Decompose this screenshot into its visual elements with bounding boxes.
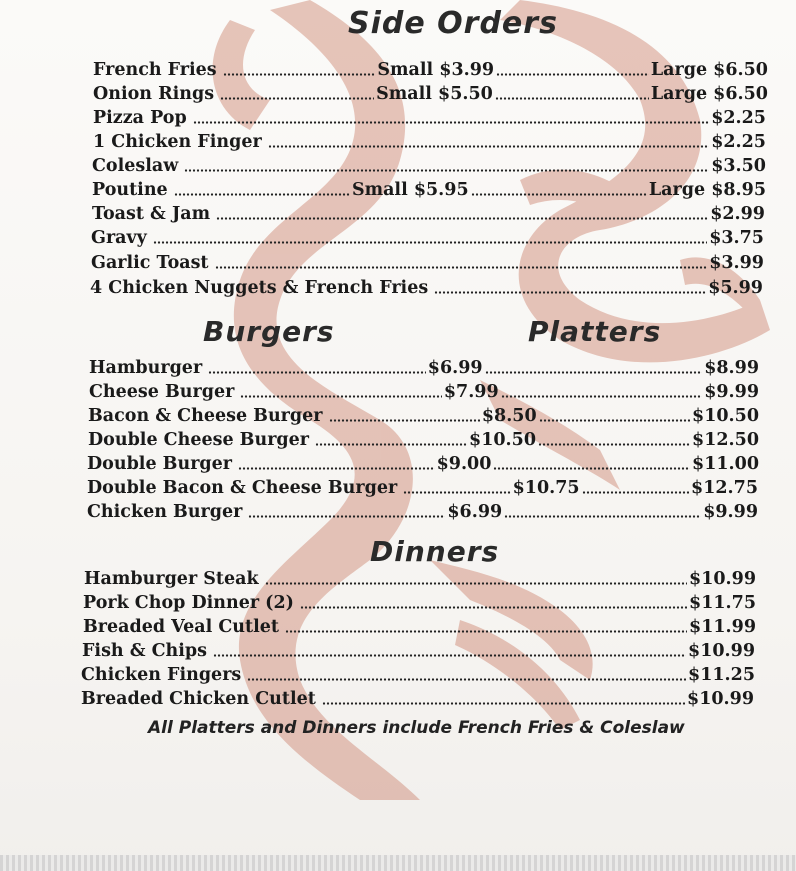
dot-leader [403, 491, 510, 494]
item-name: Bacon & Cheese Burger [88, 405, 323, 426]
item-name: 4 Chicken Nuggets & French Fries [90, 277, 429, 298]
item-price: $3.50 [711, 155, 766, 176]
dot-leader [539, 419, 690, 422]
menu-row [91, 226, 764, 249]
menu-row [81, 663, 755, 686]
dot-leader [300, 606, 687, 609]
item-price: $2.25 [711, 131, 766, 152]
menu-row [93, 82, 768, 105]
item-price: $5.99 [708, 277, 763, 298]
item-price-large: Large $8.95 [648, 179, 767, 200]
dot-leader [213, 654, 686, 657]
item-price-small: Small $5.50 [376, 83, 493, 104]
item-price: $2.25 [711, 107, 766, 128]
item-price: $11.25 [688, 664, 755, 685]
item-name: Toast & Jam [92, 203, 211, 224]
dot-leader [184, 169, 709, 172]
item-name: Chicken Fingers [81, 664, 242, 685]
item-price-small: Small $3.99 [377, 59, 495, 80]
item-price: $11.75 [689, 592, 756, 613]
item-name: 1 Chicken Finger [93, 131, 262, 152]
menu-row [87, 500, 758, 523]
item-price: $11.99 [689, 616, 756, 637]
item-name: Coleslaw [92, 155, 179, 176]
item-price: $3.75 [709, 227, 764, 248]
item-price-large: Large $6.50 [650, 59, 768, 80]
burger-price: $10.75 [512, 477, 580, 498]
burger-price: $10.50 [469, 429, 537, 450]
dot-leader [220, 97, 374, 100]
item-name: French Fries [93, 59, 217, 80]
item-price: $10.99 [687, 688, 754, 709]
menu-row [88, 428, 759, 451]
item-price-small: Small $5.95 [351, 179, 469, 200]
burger-price: $7.99 [443, 381, 499, 402]
item-name: Double Cheese Burger [88, 429, 310, 450]
menu-row [82, 639, 755, 662]
platters-heading: Platters [528, 315, 662, 348]
item-name: Pork Chop Dinner (2) [83, 592, 294, 613]
dot-leader [496, 73, 649, 76]
dot-leader [216, 217, 708, 220]
menu-row [91, 251, 764, 274]
dinners-heading: Dinners [370, 535, 500, 568]
item-name: Onion Rings [93, 83, 215, 104]
dot-leader [193, 121, 709, 124]
item-name: Cheese Burger [89, 381, 235, 402]
item-name: Breaded Veal Cutlet [83, 616, 279, 637]
item-name: Double Bacon & Cheese Burger [87, 477, 398, 498]
dot-leader [247, 678, 686, 681]
dot-leader [434, 291, 706, 294]
burger-price: $9.00 [436, 453, 492, 474]
dot-leader [582, 491, 689, 494]
menu-row [92, 154, 766, 177]
item-name: Garlic Toast [91, 252, 209, 273]
dot-leader [240, 395, 442, 398]
menu-row [92, 202, 765, 225]
burger-price: $8.50 [481, 405, 537, 426]
item-name: Double Burger [87, 453, 233, 474]
item-name: Fish & Chips [82, 640, 208, 661]
menu-row [89, 380, 759, 403]
platter-price: $8.99 [704, 357, 760, 378]
item-name: Poutine [92, 179, 168, 200]
menu-row [93, 106, 766, 129]
menu-row [88, 404, 759, 427]
item-price: $2.99 [710, 203, 765, 224]
menu-row [83, 591, 756, 614]
menu-row [93, 58, 768, 81]
burgers-heading: Burgers [203, 315, 335, 348]
dot-leader [208, 371, 426, 374]
platter-price: $9.99 [703, 501, 759, 522]
dot-leader [285, 630, 687, 633]
item-name: Hamburger Steak [84, 568, 259, 589]
dot-leader [495, 97, 649, 100]
item-price: $3.99 [709, 252, 764, 273]
dot-leader [504, 515, 701, 518]
menu-row [83, 615, 756, 638]
item-name: Hamburger [89, 357, 203, 378]
menu-row [87, 452, 759, 475]
menu-row [81, 687, 754, 710]
item-name: Chicken Burger [87, 501, 243, 522]
dot-leader [322, 702, 685, 705]
dot-leader [215, 266, 708, 269]
menu-row [84, 567, 756, 590]
item-name: Gravy [91, 227, 147, 248]
dot-leader [493, 467, 690, 470]
dot-leader [501, 395, 703, 398]
dot-leader [265, 582, 687, 585]
menu-row [90, 276, 763, 299]
footer-note: All Platters and Dinners include French Fries & Coleslaw [148, 718, 685, 738]
dot-leader [223, 73, 376, 76]
dot-leader [485, 371, 703, 374]
dot-leader [248, 515, 445, 518]
dot-leader [153, 241, 707, 244]
menu-row [93, 130, 766, 153]
platter-price: $10.50 [692, 405, 760, 426]
burger-price: $6.99 [447, 501, 503, 522]
item-price-large: Large $6.50 [650, 83, 768, 104]
dot-leader [538, 443, 690, 446]
menu-row [87, 476, 758, 499]
dot-leader [471, 193, 647, 196]
dot-leader [329, 419, 480, 422]
item-price: $10.99 [688, 640, 755, 661]
menu-row [92, 178, 766, 201]
dot-leader [315, 443, 467, 446]
platter-price: $11.00 [692, 453, 759, 474]
dot-leader [174, 193, 350, 196]
item-price: $10.99 [689, 568, 756, 589]
platter-price: $12.75 [691, 477, 758, 498]
side-orders-heading: Side Orders [348, 6, 558, 41]
platter-price: $9.99 [704, 381, 760, 402]
burger-price: $6.99 [427, 357, 483, 378]
menu-row [89, 356, 759, 379]
dot-leader [268, 145, 710, 148]
dot-leader [238, 467, 435, 470]
platter-price: $12.50 [692, 429, 760, 450]
item-name: Pizza Pop [93, 107, 187, 128]
page-edge [0, 855, 796, 871]
item-name: Breaded Chicken Cutlet [81, 688, 316, 709]
